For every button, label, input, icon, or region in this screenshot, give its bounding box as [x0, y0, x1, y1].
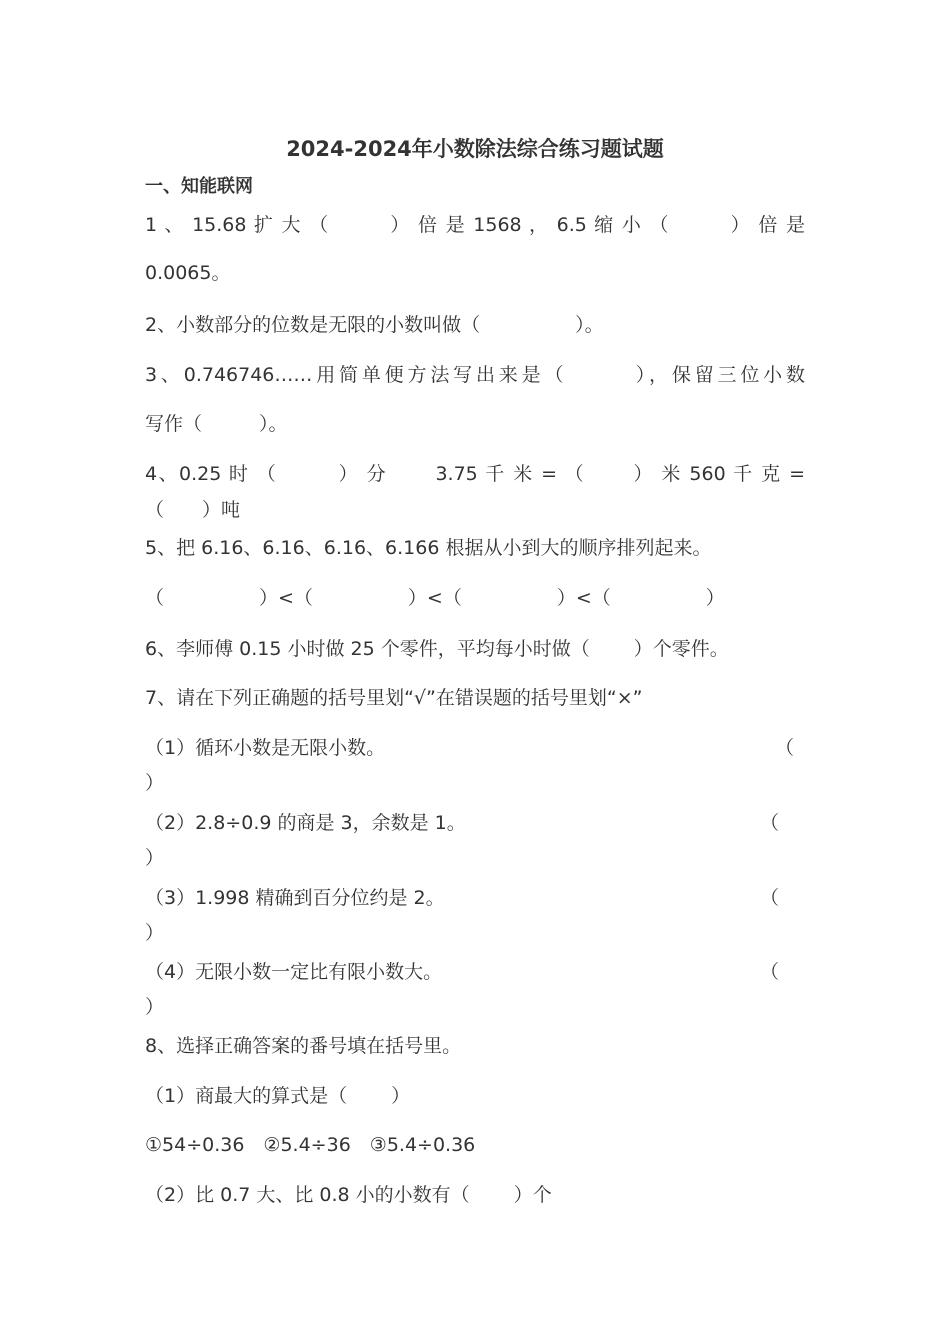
question-7-item-2-open-paren: （: [760, 812, 780, 834]
question-7-item-1-open-paren: （: [775, 737, 795, 759]
section-heading: 一、知能联网: [145, 176, 253, 197]
question-7-item-1: （1）循环小数是无限小数。: [145, 737, 386, 759]
question-7-item-3-open-paren: （: [760, 887, 780, 909]
question-5-line-1: 5、把 6.16、6.16、6.16、6.166 根据从小到大的顺序排列起来。: [145, 537, 712, 559]
question-5-ordering-blanks: （ ）<（ ）<（ ）<（ ）: [145, 587, 725, 609]
question-2: 2、小数部分的位数是无限的小数叫做（ ）。: [145, 314, 604, 336]
question-7-item-2-close-paren: ）: [145, 847, 165, 869]
question-7-item-2: （2）2.8÷0.9 的商是 3，余数是 1。: [145, 812, 466, 834]
question-7-item-4-open-paren: （: [760, 961, 780, 983]
question-6: 6、李师傅 0.15 小时做 25 个零件，平均每小时做（ ）个零件。: [145, 638, 729, 660]
question-7-stem: 7、请在下列正确题的括号里划“√”在错误题的括号里划“×”: [145, 687, 643, 709]
question-1-line-1: 1 、 15.68 扩 大 （ ） 倍 是 1568 ， 6.5 缩 小 （ ） 倍 是: [145, 214, 805, 236]
question-8-sub-2: （2）比 0.7 大、比 0.8 小的小数有（ ）个: [145, 1184, 552, 1206]
question-1-line-2: 0.0065。: [145, 262, 231, 284]
question-8-sub-1-options: ①54÷0.36 ②5.4÷36 ③5.4÷0.36: [145, 1134, 476, 1156]
question-3-line-1: 3、0.746746……用简单便方法写出来是（ ），保留三位小数: [145, 364, 805, 386]
question-7-item-1-close-paren: ）: [145, 772, 165, 794]
question-7-item-3: （3）1.998 精确到百分位约是 2。: [145, 887, 445, 909]
question-8-stem: 8、选择正确答案的番号填在括号里。: [145, 1035, 462, 1057]
question-4-line-1: 4、0.25 时 （ ） 分 3.75 千 米 = （ ） 米 560 千 克 =: [145, 463, 805, 485]
question-7-item-4-close-paren: ）: [145, 996, 165, 1018]
question-3-line-2: 写作（ ）。: [145, 413, 288, 435]
question-4-line-2: （ ）吨: [145, 499, 241, 521]
question-8-sub-1: （1）商最大的算式是（ ）: [145, 1085, 411, 1107]
page-title: 2024-2024年小数除法综合练习题试题: [286, 137, 664, 161]
question-7-item-4: （4）无限小数一定比有限小数大。: [145, 961, 443, 983]
question-7-item-3-close-paren: ）: [145, 922, 165, 944]
